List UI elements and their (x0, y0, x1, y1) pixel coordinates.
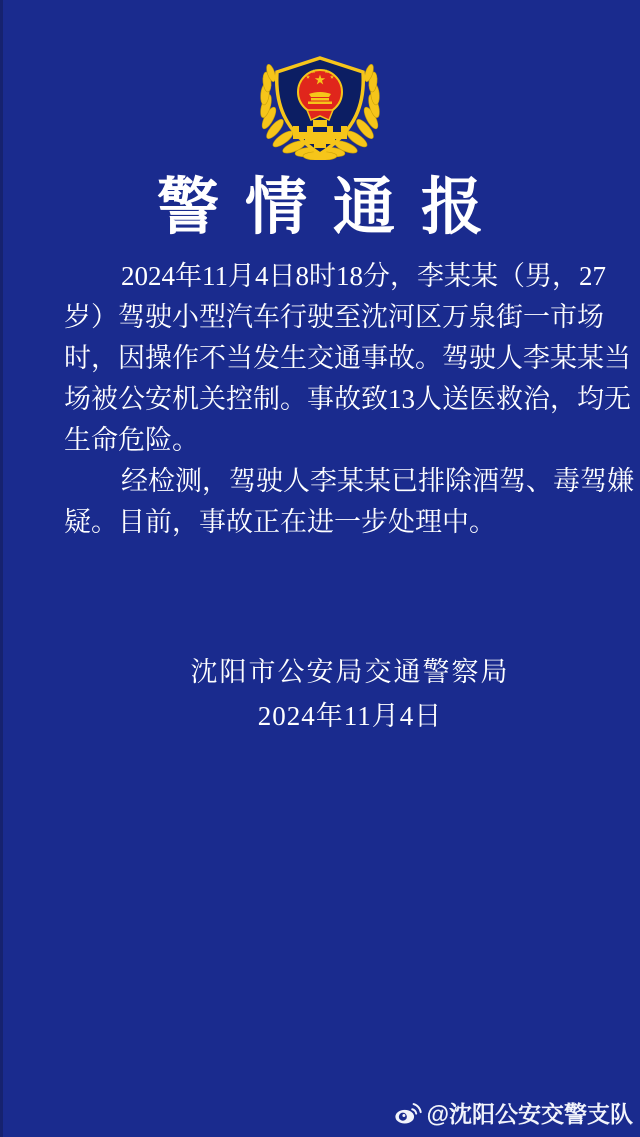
watermark (394, 1096, 633, 1129)
issuing-agency: 沈阳市公安局交通警察局 (190, 657, 510, 687)
notice-title: 警情通报 (156, 174, 509, 242)
police-badge-icon (249, 52, 391, 160)
left-edge-shade (0, 0, 3, 1137)
notice-body (64, 256, 634, 543)
body-line: 时，因操作不当发生交通事故。驾驶人李某某当 (64, 343, 631, 373)
body-line: 2024年11月4日8时18分，李某某（男，27 (121, 261, 606, 291)
issue-date: 2024年11月4日 (257, 701, 443, 731)
body-line: 生命危险。 (64, 425, 199, 455)
body-line: 岁）驾驶小型汽车行驶至沈河区万泉街一市场 (64, 302, 604, 332)
watermark-text: @沈阳公安交警支队 (426, 1101, 633, 1127)
body-line: 经检测，驾驶人李某某已排除酒驾、毒驾嫌 (121, 466, 634, 496)
body-line: 疑。目前，事故正在进一步处理中。 (64, 507, 496, 537)
weibo-icon (394, 1100, 422, 1125)
body-line: 场被公安机关控制。事故致13人送医救治，均无 (64, 384, 631, 414)
